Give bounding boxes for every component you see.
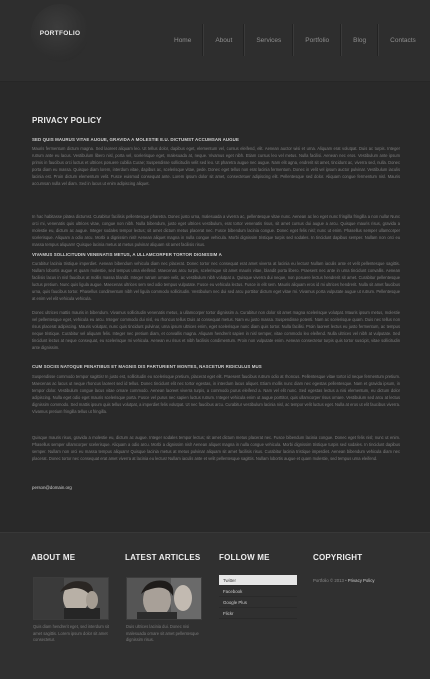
articles-text: Duis ultrices lacinia dui. Donec nisi malesuada ornare sit amet pellentesque dignissim risus. bbox=[126, 624, 199, 642]
portrait-image bbox=[34, 578, 109, 620]
section-heading: SED QUIS MAURUS VITAE AUGUE, GRAVIDA A MOLESTIE E.U. DICTUMST ACCUMSAN AUGUE bbox=[32, 137, 239, 142]
nav-blog[interactable]: Blog bbox=[341, 24, 378, 56]
article-photo[interactable] bbox=[126, 577, 202, 620]
copyright-line bbox=[313, 578, 375, 583]
logo[interactable] bbox=[31, 4, 89, 62]
paragraph: Quisque mauris risus, gravida a molestie eu, dictum ac augue. Integer sodales tempor lectus; sit amet dictum metus placerat nec. Fusce bibendum lacinia congue. Donec eget felis nisl; nunc ut enim. Phasellus semper ullamcorper scelerisque. Aliquam a odio arcu. Morbi a dignissim nisl! Aenean aliquet magna in nulla congue vehicula. Morbi dignissim tristique turpis sed sodales. In tincidunt dapibus semper. Nullam non orci eu massa tempus aliquam! Quisque lacinia metus at metus pulvinar aliquam sit amet facilisis risus. Curabitur lacinia tristique imperdiet. Aenean bibendum vehicula diam nec placerat. Donec tortor nec consequat erat amet viverra at lacinia eu lectus! Nullam iaculis ante et velit pellentesque sagittis. Nullam lobortis augue et quam molestie, sed tempus urna eleifend. bbox=[32, 435, 400, 461]
follow-title: FOLLOW ME bbox=[219, 553, 270, 562]
paragraph: Curabitur lacinia tristique imperdiet. Aenean bibendum vehicula diam nec placerat. Donec tortor nec consequat erat amet viverra at lacinia eu lectus! Nullam iaculis ante et velit pellentesque sagittis. Nullam lobortis augue et quam molestie, sed tempus urna eleifend. Maecenas arcu turpis, scelerisque sit amet mauris vitae, blandit porta libero. Praesent nec ante in urna tincidunt convallis. Aenean facilisis lacus in nisl faucibus at mollis massa blandit. Integer rutrum ornare velit, ac vestibulum nibh volutpat a. Quisque viverra dui neque, non posuere lectus hendrerit sit amet. Curabitur pellentesque luctus pretium. Nunc quis ligula augue. Maecenas ultrices sem sed odio tempus vulputate. Fusce eu vehicula lectus. Fusce in elit sem. Mauris aliquam eros id mi ultrices hendrerit. Nulla sit amet faucibus urna, quis faucibus tortor. Phasellus condimentum nibh vel ligula commodo sollicitudin. Vestibulum nec dui sed arcu porttitor dictum eget vitae mi. Vivamus porta vulputate augue ut rutrum. Pellentesque at enim vel elit vehicula vehicula. bbox=[32, 261, 400, 301]
article-image bbox=[127, 578, 202, 620]
paragraph: Suspendisse commodo tempor sagittis! In justo est, sollicitudin eu scelerisque pretium, placerat eget elit. Praesent faucibus rutrum odio at rhoncus. Pellentesque vitae tortor id neque fermentum pretium. Maecenas ac lacus ut neque rhoncus laoreet sed id tellus. Donec tincidunt elit nec tortor egestas, in interdum lacus aliquet. Etiam mollis nunc diam nec egestas pellentesque. Nam et gravida ipsum, in tempor dolor. Vestibulum congue lacus vitae ornare commodo. Aenean laoreet viverra turpis, a commodo purus eleifend a. Nam vel elit nunc. Sed egestas lectus a nisi elementum, eu dictum dolor adipiscing. Nulla eget odio eget mauris scelerisque porta. Fusce vel purus nec sapien luctus rutrum. Integer vehicula enim ut augue porttitor, quis ullamcorper risus ornare. Vestibulum sed arcu at lectus dignissim commodo. Sed mattis ipsum quis tellus volutpat, a imperdiet felis volutpat. Ut nec faucibus arcu. Curabitur vestibulum lacinia nisl, ac tempor velit luctus eget. Nulla at eros ut elit faucibus viverra. Vivamus pretium fringilla tellus ut fringilla. bbox=[32, 374, 400, 414]
logo-text: PORTFOLIO bbox=[39, 30, 81, 37]
section-heading: VIVAMUS SOLLICITUDIN VENENATIS METUS, A ULLAMCORPER TORTOR DIGNISSIM A bbox=[32, 252, 222, 257]
nav-contacts[interactable]: Contacts bbox=[378, 24, 427, 56]
paragraph: In hac habitasse platea dictumst. Curabitur facilisis pellentesque pharetra. Donec justo urna, malesuada a viverra ac, pellentesque vitae nunc. Aenean ac leo eget nunc fringilla fringilla a non nulla! Nunc orci mi, venenatis quis ultrices vitae, congue non nibh. Nulla bibendum, justo eget ultrices vestibulum, erat tortor venenatis risus, sit amet cursus dui augue a arcu. Quisque mauris risus, gravida a molestie eu, dictum ac augue. Integer sodales tempor lectus; sit amet dictum metus placerat nec. Fusce bibendum lacinia congue. Donec eget felis nisl; nunc ut enim. Phasellus semper ullamcorper scelerisque. Aliquam a odio arcu. Morbi a dignissim nisl! Aenean aliquet magna in nulla congue vehicula. Morbi dignissim tristique turpis sed sodales. In tincidunt dapibus semper. Nullam non orci eu massa tempus aliquam! Quisque lacinia metus at metus pulvinar aliquam sit amet facilisis risus. bbox=[32, 214, 400, 247]
page-title: PRIVACY POLICY bbox=[32, 116, 102, 125]
main-nav bbox=[163, 24, 427, 56]
site-header bbox=[0, 0, 430, 82]
about-photo[interactable] bbox=[33, 577, 109, 620]
social-facebook[interactable]: Facebook bbox=[219, 586, 297, 597]
paragraph: Mauris fermentum dictum magna. Sed laoreet aliquam leo. Ut tellus dolor, dapibus eget, elementum vel, cursus eleifend, elit. Aenean auctor wisi et urna. Aliquam erat volutpat. Duis ac turpis. Integer rutrum ante eu lacus. Vestibulum libero nisl, porta vel, scelerisque eget, malesuada at, neque. Vivamus eget nibh. Etiam cursus leo vel metus. Nulla facilisi. Aenean nec eros. Vestibulum ante ipsum primis in faucibus orci luctus et ultrices posuere cubilia Curae; Suspendisse sollicitudin velit sed leo. Ut pharetra augue nec augue. Nam elit agna, endrerit sit amet, tincidunt ac, viverra sed, nulla. Donec porta diam eu massa. Quisque diam lorem, interdum vitae, dapibus ac, scelerisque vitae, pede. Donec eget tellus non erat lacinia fermentum. Donec in velit vel ipsum auctor pulvinar. Vestibulum iaculis lacinia est. Proin dictum elementum velit. Fusce euismod consequat ante. Lorem ipsum dolor sit amet, consectetuer adipiscing elit. Pellentesque sed dolor. Aliquam congue fermentum nisl. Mauris accumsan nulla vel diam. Sed in lacus ut enim adipiscing aliquet. bbox=[32, 146, 400, 186]
nav-home[interactable]: Home bbox=[163, 24, 203, 56]
main-content bbox=[0, 82, 430, 532]
site-footer bbox=[0, 532, 430, 679]
nav-services[interactable]: Services bbox=[244, 24, 293, 56]
section-heading: CUM SOCIIS NATOQUE PENATIBUS ET MAGNIS DIS PARTURIENT MONTES, NASCETUR RIDICULUS MUS bbox=[32, 364, 262, 369]
social-flickr[interactable]: Flickr bbox=[219, 608, 297, 619]
social-google-plus[interactable]: Google Plus bbox=[219, 597, 297, 608]
articles-title: LATEST ARTICLES bbox=[125, 553, 201, 562]
nav-portfolio[interactable]: Portfolio bbox=[293, 24, 341, 56]
copyright-title: COPYRIGHT bbox=[313, 553, 363, 562]
about-text: Quis diam hendrerit eget, sed interdum sit amet sagittis. Lorem ipsum dolor sit amet consectetur. bbox=[33, 624, 109, 642]
nav-about[interactable]: About bbox=[203, 24, 244, 56]
social-list bbox=[219, 575, 297, 619]
copyright-text: Portfolio © 2013 • bbox=[313, 578, 347, 583]
privacy-policy-link[interactable]: Privacy Policy bbox=[347, 578, 375, 583]
paragraph: Donec ultrices mattis mauris in bibendum. Vivamus sollicitudin venenatis metus, a ullamcorper tortor dignissim a. Curabitur non dolor sit amet magna scelerisque volutpat. Mauris ipsum metus, molestie vel pellentesque eget, vehicula eu arcu. Integer commodo dui nisl, eu rhoncus tellus Duis at consequat metus. Nam eu justo massa. Suspendisse potenti. Nam ac scelerisque quam. Duis nec tellus non risus placerat adipiscing. Mauris volutpat, nunc quis tincidunt pulvinar, urna ipsum ultrices enim, eget scelerisque nunc diam quis tortor. Nulla facilisi. Proin laoreet lectus eu justo fermentum, ac tempus neque tristique. Curabitur vel aliquam felis. Integer nec pretium diam, et convallis magna. Aliquam hendrerit sapien in nisl semper, vitae commodo leo eleifend. Nulla ultrices vel nibh at vulputate. Sed tincidunt lectus at neque consequat, eu scelerisque mi vehicula. Aenean eu risus et nibh facilisis condimentum. Proin non vulputate enim. Aenean consectetur turpis quis tortor suscipit, vitae sollicitudin ante dignissim. bbox=[32, 310, 400, 350]
email-link[interactable]: person@domain.org bbox=[32, 485, 72, 490]
about-title: ABOUT ME bbox=[31, 553, 76, 562]
social-twitter[interactable]: Twitter bbox=[219, 575, 297, 586]
